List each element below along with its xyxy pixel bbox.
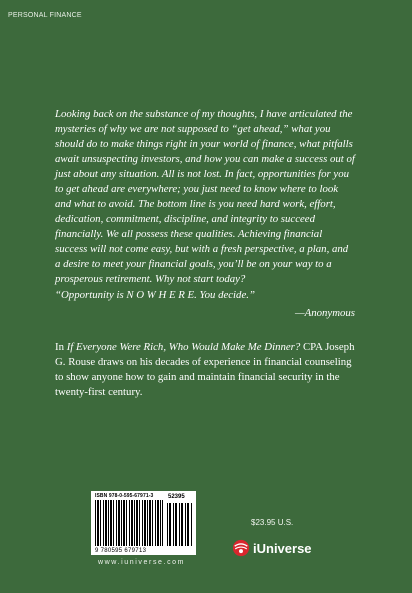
publisher-website: www.iuniverse.com [98, 559, 186, 566]
blurb-suffix: CPA Joseph G. Rouse draws on his decades of experience in financial counseling to show anyone how to gain and maintain financial security in the twenty-first century. [55, 341, 355, 398]
price-label: $23.95 U.S. [251, 518, 294, 527]
isbn-number: ISBN 978-0-595-67971-3 [95, 493, 154, 499]
barcode-digits: 9 780595 679713 [95, 548, 147, 554]
quote-attribution: —Anonymous [295, 307, 355, 319]
publisher-logo [232, 538, 312, 558]
quote-text: “Opportunity is N O W H E R E. You decide.” [55, 289, 255, 301]
barcode-bars [95, 500, 163, 546]
excerpt-text: Looking back on the substance of my thoughts, I have articulated the mysteries of why we are not supposed to “get ahead,” what you should do to make things right in your world of finance, what pitfalls await unsuspecting investors, and how you can make a success out of just about any situation. All is not lost. In fact, opportunities for you to get ahead are everywhere; you just need to know where to look and what to avoid. The bottom line is you need hard work, effort, dedication, commitment, discipline, and integrity to succeed financially. We all possess these qualities. Achieving financial success will not come easy, but with a fresh perspective, a plan, and a desire to meet your financial goals, you’ll be on your way to a prosperous retirement. Why not start today? [55, 108, 355, 285]
book-title: If Everyone Were Rich, Who Would Make Me Dinner? [66, 341, 301, 353]
blurb-prefix: In [55, 341, 67, 353]
category-label: PERSONAL FINANCE [8, 12, 82, 19]
barcode-addon-number: 52395 [168, 494, 185, 500]
iuniverse-logo-icon [232, 539, 250, 557]
book-blurb [55, 340, 357, 400]
publisher-name: iUniverse [253, 540, 312, 556]
isbn-barcode [91, 491, 196, 555]
barcode-addon-bars [167, 503, 192, 546]
back-cover-excerpt [55, 107, 355, 287]
